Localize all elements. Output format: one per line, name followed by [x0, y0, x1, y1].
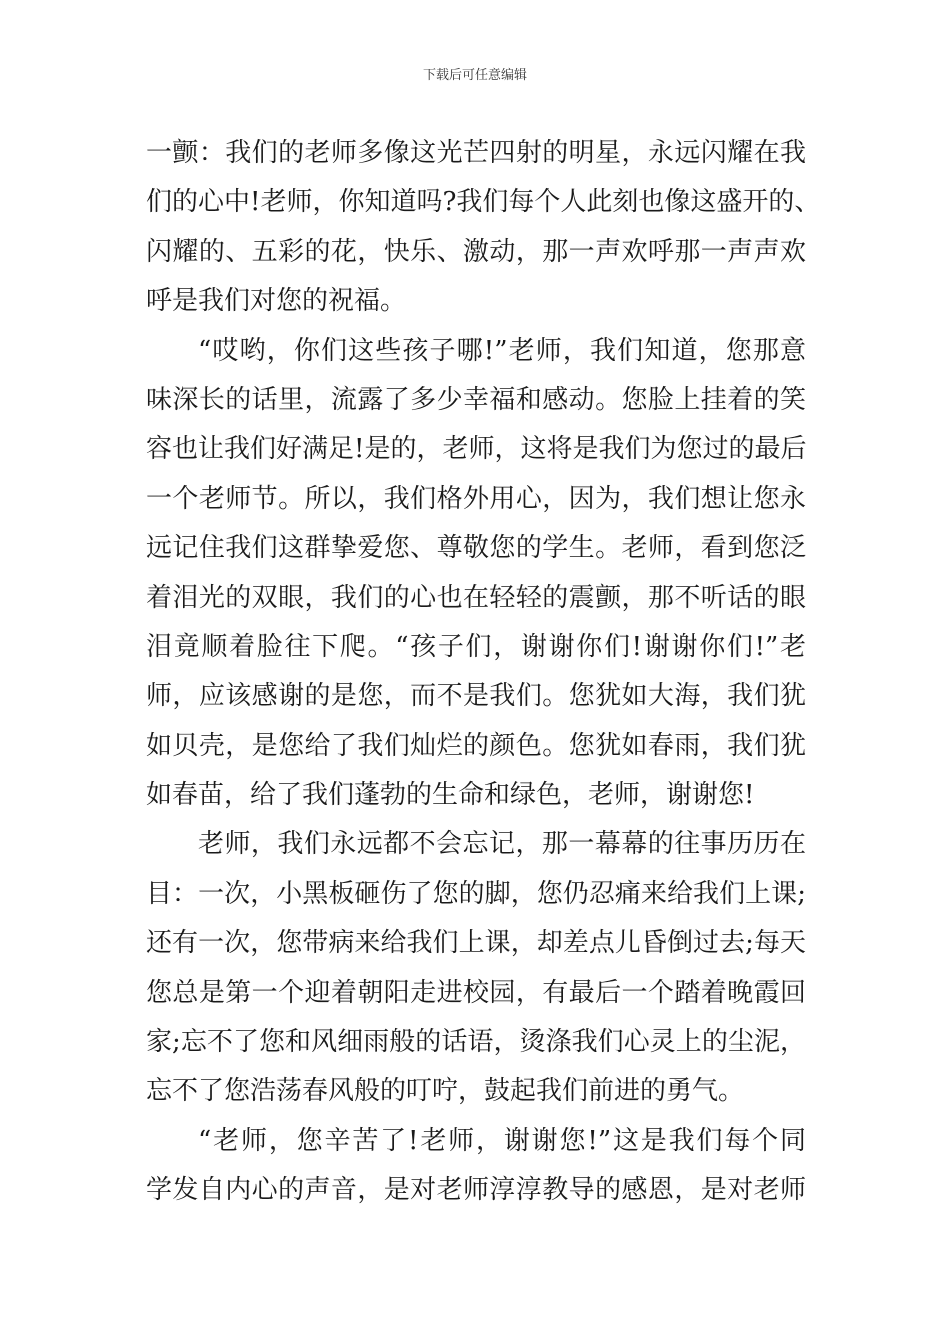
paragraph-2-line-2: 味深长的话里，流露了多少幸福和感动。您脸上挂着的笑	[146, 384, 806, 415]
paragraph-2-line-6: 着泪光的双眼，我们的心也在轻轻的震颤，那不听话的眼	[146, 582, 806, 613]
paragraph-3-line-4: 您总是第一个迎着朝阳走进校园，有最后一个踏着晚霞回	[146, 977, 806, 1008]
paragraph-1-line-4: 呼是我们对您的祝福。	[146, 286, 407, 317]
paragraph-2-line-8: 师，应该感谢的是您，而不是我们。您犹如大海，我们犹	[146, 681, 806, 712]
paragraph-2-line-10: 如春苗，给了我们蓬勃的生命和绿色，老师，谢谢您!	[146, 780, 755, 811]
paragraph-3-line-2: 目：一次，小黑板砸伤了您的脚，您仍忍痛来给我们上课;	[146, 878, 806, 909]
paragraph-4-line-2: 学发自内心的声音，是对老师淳淳教导的感恩，是对老师	[146, 1175, 806, 1206]
paragraph-2-line-7: 泪竟顺着脸往下爬。“孩子们，谢谢你们!谢谢你们!”老	[146, 631, 806, 662]
paragraph-1-line-1: 一颤：我们的老师多像这光芒四射的明星，永远闪耀在我	[146, 138, 806, 168]
paragraph-2-line-3: 容也让我们好满足!是的，老师，这将是我们为您过的最后	[146, 434, 807, 465]
paragraph-1-line-3: 闪耀的、五彩的花，快乐、激动，那一声欢呼那一声声欢	[146, 236, 806, 267]
paragraph-4-line-1: “老师，您辛苦了!老师，谢谢您!”这是我们每个同	[198, 1125, 806, 1156]
paragraph-3-line-3: 还有一次，您带病来给我们上课，却差点儿昏倒过去;每天	[146, 928, 806, 959]
paragraph-2-line-4: 一个老师节。所以，我们格外用心，因为，我们想让您永	[146, 483, 806, 514]
paragraph-3-line-5: 家;忘不了您和风细雨般的话语，烫涤我们心灵上的尘泥，	[146, 1027, 806, 1058]
document-body	[146, 129, 821, 1216]
paragraph-1-line-2: 们的心中!老师，你知道吗?我们每个人此刻也像这盛开的、	[146, 187, 821, 218]
paragraph-3-line-6: 忘不了您浩荡春风般的叮咛，鼓起我们前进的勇气。	[146, 1076, 745, 1107]
paragraph-2-line-9: 如贝壳，是您给了我们灿烂的颜色。您犹如春雨，我们犹	[146, 730, 806, 761]
paragraph-2-line-1: “哎哟，你们这些孩子哪!”老师，我们知道，您那意	[198, 335, 806, 366]
page-header: 下载后可任意编辑	[422, 68, 527, 83]
paragraph-3-line-1: 老师，我们永远都不会忘记，那一幕幕的往事历历在	[198, 829, 806, 860]
paragraph-2-line-5: 远记住我们这群挚爱您、尊敬您的学生。老师，看到您泛	[146, 533, 806, 564]
